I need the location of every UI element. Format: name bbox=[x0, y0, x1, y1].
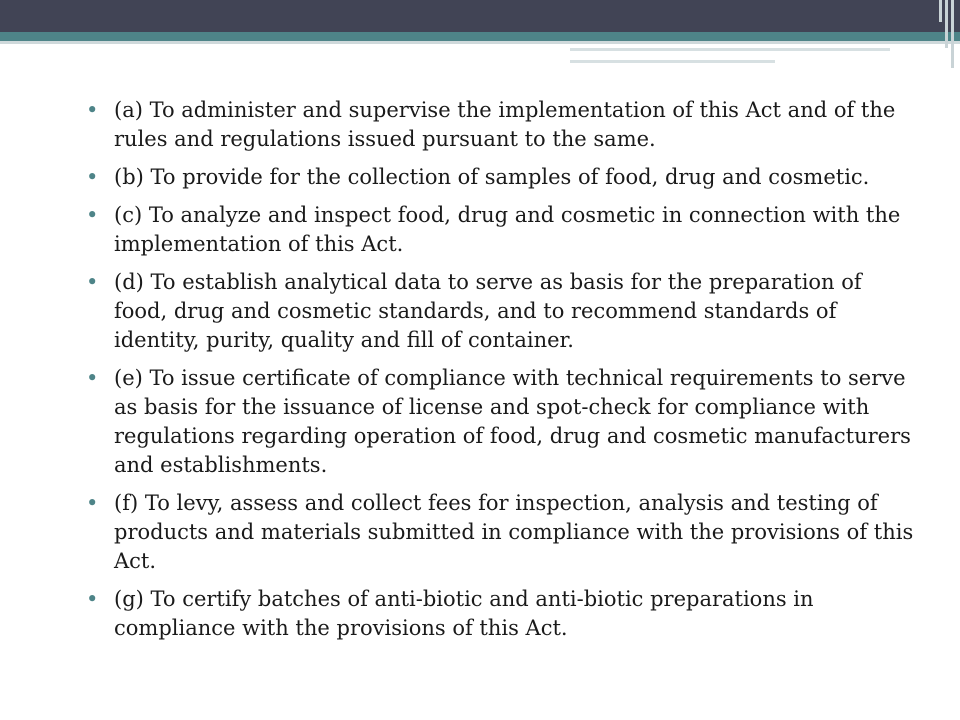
slide-body bbox=[86, 96, 916, 652]
list-item bbox=[86, 489, 916, 576]
list-item-text: (d) To establish analytical data to serve as basis for the preparation of food, drug and cosmetic standards, and to recommend standards of identity, purity, quality and fill of container. bbox=[114, 270, 862, 352]
bullet-icon: • bbox=[86, 587, 99, 611]
list-item-text: (f) To levy, assess and collect fees for inspection, analysis and testing of products and materials submitted in compliance with the provisions of this Act. bbox=[114, 491, 914, 573]
corner-decoration bbox=[938, 0, 954, 68]
list-item-text: (b) To provide for the collection of samples of food, drug and cosmetic. bbox=[114, 165, 870, 189]
accent-band bbox=[0, 32, 960, 41]
decorative-line bbox=[570, 48, 890, 51]
list-item bbox=[86, 201, 916, 259]
bullet-icon: • bbox=[86, 366, 99, 390]
bullet-icon: • bbox=[86, 491, 99, 515]
list-item bbox=[86, 163, 916, 192]
bullet-list bbox=[86, 96, 916, 643]
list-item bbox=[86, 268, 916, 355]
list-item-text: (g) To certify batches of anti-biotic and anti-biotic preparations in compliance with the provisions of this Act. bbox=[114, 587, 814, 640]
list-item-text: (a) To administer and supervise the implementation of this Act and of the rules and regulations issued pursuant to the same. bbox=[114, 98, 896, 151]
bullet-icon: • bbox=[86, 165, 99, 189]
list-item bbox=[86, 364, 916, 480]
accent-thin-line bbox=[0, 41, 960, 44]
list-item bbox=[86, 585, 916, 643]
list-item-text: (c) To analyze and inspect food, drug and cosmetic in connection with the implementation of this Act. bbox=[114, 203, 901, 256]
bullet-icon: • bbox=[86, 98, 99, 122]
header-bar bbox=[0, 0, 960, 32]
list-item-text: (e) To issue certificate of compliance with technical requirements to serve as basis for the issuance of license and spot-check for compliance with regulations regarding operation of food, drug and cosmetic manufacturers and establishments. bbox=[114, 366, 911, 477]
bullet-icon: • bbox=[86, 270, 99, 294]
decorative-line bbox=[570, 60, 775, 63]
bullet-icon: • bbox=[86, 203, 99, 227]
list-item bbox=[86, 96, 916, 154]
